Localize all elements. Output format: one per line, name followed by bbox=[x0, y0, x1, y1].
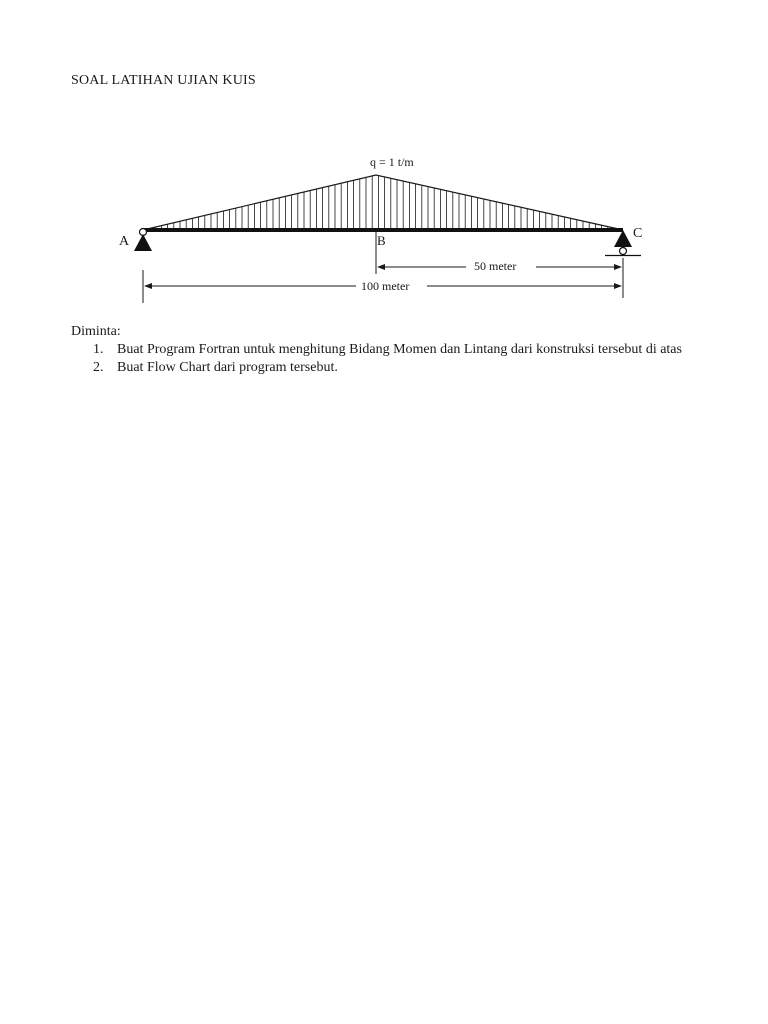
node-label-a: A bbox=[119, 234, 130, 249]
distributed-load-hatch bbox=[149, 176, 620, 231]
dimension-bc-label: 50 meter bbox=[474, 259, 517, 273]
task-list bbox=[71, 341, 711, 377]
list-item-number: 1. bbox=[93, 342, 104, 357]
list-item-number: 2. bbox=[93, 360, 104, 375]
list-item bbox=[71, 359, 711, 377]
beam-diagram bbox=[0, 140, 768, 320]
page-title: SOAL LATIHAN UJIAN KUIS bbox=[71, 73, 256, 88]
node-label-c: C bbox=[633, 226, 643, 241]
request-section bbox=[71, 323, 711, 377]
load-label: q = 1 t/m bbox=[370, 155, 414, 169]
list-item bbox=[71, 341, 711, 359]
request-heading: Diminta: bbox=[71, 324, 121, 339]
node-label-b: B bbox=[377, 233, 386, 248]
dimension-ac-label: 100 meter bbox=[361, 279, 410, 293]
list-item-text: Buat Flow Chart dari program tersebut. bbox=[117, 360, 338, 375]
load-outline bbox=[143, 175, 623, 230]
list-item-text: Buat Program Fortran untuk menghitung Bidang Momen dan Lintang dari konstruksi tersebut di atas bbox=[117, 342, 682, 357]
